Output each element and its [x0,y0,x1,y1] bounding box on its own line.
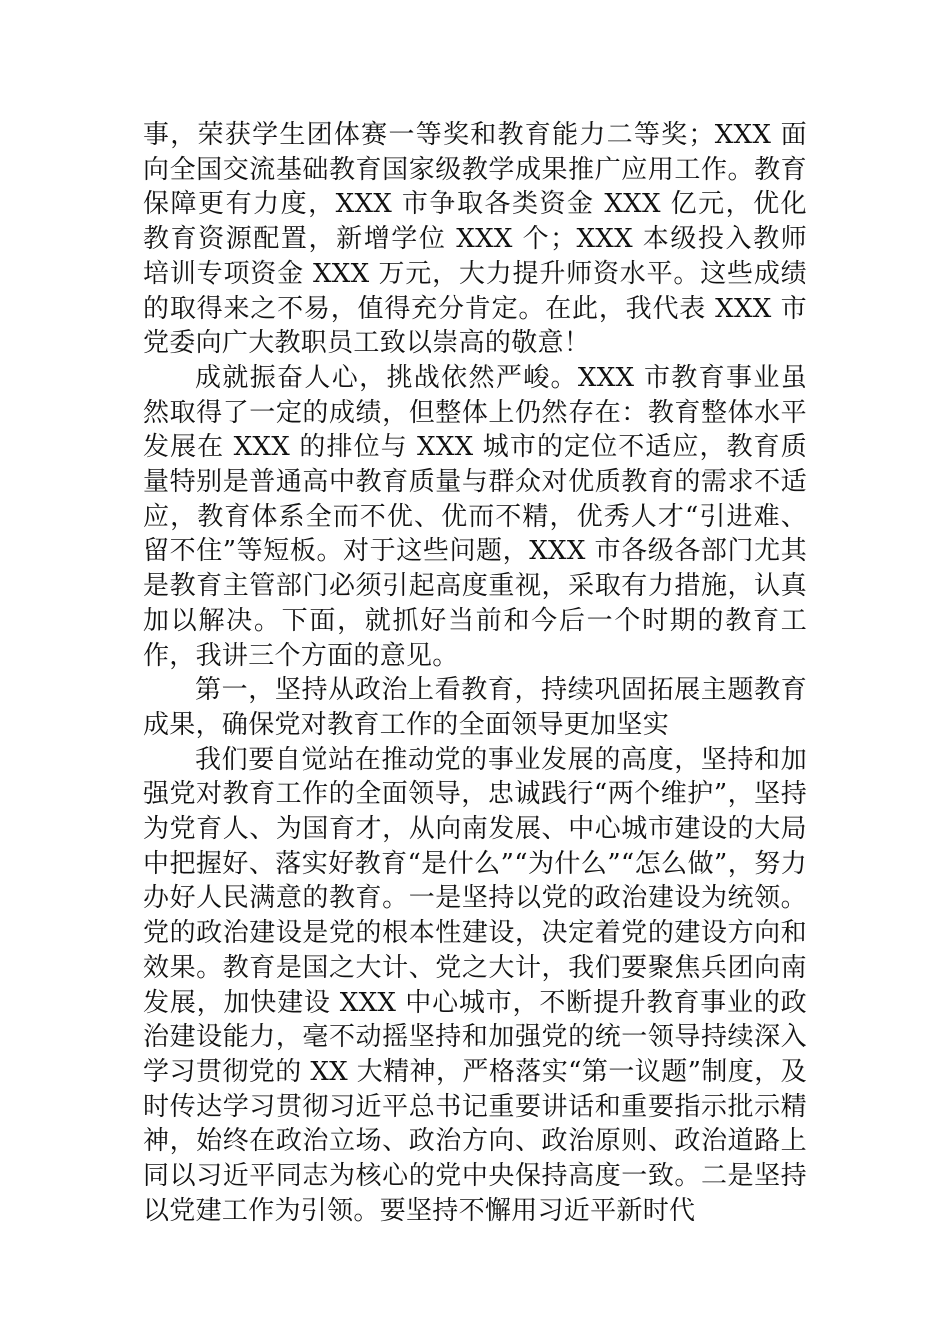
paragraph-party-leadership: 我们要自觉站在推动党的事业发展的高度，坚持和加强党对教育工作的全面领导，忠诚践行“两个维护”，坚持为党育人、为国育才，从向南发展、中心城市建设的大局中把握好、落实好教育“是什么”“为什么”“怎么做”，努力办好人民满意的教育。一是坚持以党的政治建设为统领。党的政治建设是党的根本性建设，决定着党的建设方向和效果。教育是国之大计、党之大计，我们要聚焦兵团向南发展，加快建设 XXX 中心城市，不断提升教育事业的政治建设能力，毫不动摇坚持和加强党的统一领导持续深入学习贯彻党的 XX 大精神，严格落实“第一议题”制度，及时传达学习贯彻习近平总书记重要讲话和重要指示批示精神，始终在政治立场、政治方向、政治原则、政治道路上同以习近平同志为核心的党中央保持高度一致。二是坚持以党建工作为引领。要坚持不懈用习近平新时代 [143,744,807,1226]
paragraph-challenges: 成就振奋人心，挑战依然严峻。XXX 市教育事业虽然取得了一定的成绩，但整体上仍然存在：教育整体水平发展在 XXX 的排位与 XXX 城市的定位不适应，教育质量特别是普通高中教育质量与群众对优质教育的需求不适应，教育体系全而不优、优而不精，优秀人才“引进难、留不住”等短板。对于这些问题，XXX 市各级各部门尤其是教育主管部门必须引起高度重视，采取有力措施，认真加以解决。下面，就抓好当前和今后一个时期的教育工作，我讲三个方面的意见。 [143,362,807,671]
paragraph-achievements-continued: 事，荣获学生团体赛一等奖和教育能力二等奖；XXX 面向全国交流基础教育国家级教学成果推广应用工作。教育保障更有力度，XXX 市争取各类资金 XXX 亿元，优化教育资源配置，新增学位 XXX 个；XXX 本级投入教师培训专项资金 XXX 万元，大力提升师资水平。这些成绩的取得来之不易，值得充分肯定。在此，我代表 XXX 市党委向广大教职员工致以崇高的敬意！ [143,120,807,359]
document-body [143,118,807,1229]
section-heading-first: 第一，坚持从政治上看教育，持续巩固拓展主题教育成果，确保党对教育工作的全面领导更加坚实 [143,675,807,740]
